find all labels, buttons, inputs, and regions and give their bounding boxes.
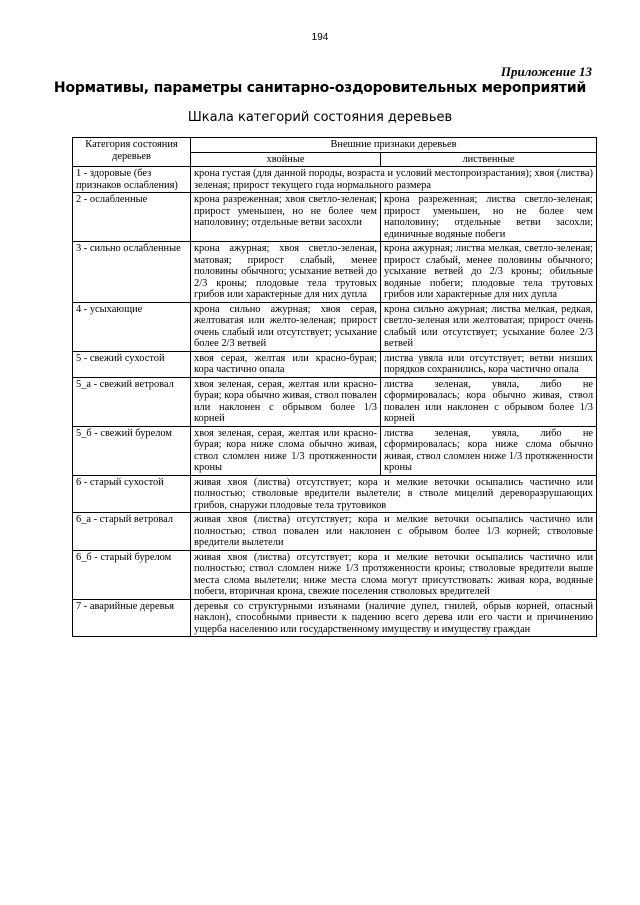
page-number: 194 bbox=[311, 32, 329, 43]
row-category: 6 - старый сухостой bbox=[73, 475, 191, 513]
row-deciduous: листва зеленая, увяла, либо не сформировалась; кора ниже слома обычно живая, ствол сломлен ниже 1/3 протяженности кроны bbox=[381, 426, 597, 475]
table-subtitle: Шкала категорий состояния деревьев bbox=[187, 110, 453, 125]
table-row bbox=[73, 351, 597, 377]
row-conifer: хвоя зеленая, серая, желтая или красно-бурая; кора ниже слома обычно живая, ствол сломлен ниже 1/3 протяженности кроны bbox=[191, 426, 381, 475]
row-description: живая хвоя (листва) отсутствует; кора и мелкие веточки осыпались частично или полностью; ствол сломлен ниже 1/3 протяженности кроны; стволовые вредители выше места слома вылетели; ниже места слома могут присутствовать: живая кора, водяные побеги, вторичная крона, свежие поселения стволовых вредителей bbox=[191, 550, 597, 599]
row-description: деревья со структурными изъянами (наличие дупел, гнилей, обрыв корней, опасный наклон), способными привести к падению всего дерева или его части и причинению ущерба населению или государственному имуществу и имуществу граждан bbox=[191, 599, 597, 637]
row-deciduous: крона разреженная; листва светло-зеленая; прирост уменьшен, но не более чем наполовину; отдельные ветви засохли; единичные водяные побеги bbox=[381, 193, 597, 242]
row-category: 6_а - старый ветровал bbox=[73, 513, 191, 551]
row-category: 2 - ослабленные bbox=[73, 193, 191, 242]
row-category: 1 - здоровые (без признаков ослабления) bbox=[73, 167, 191, 193]
row-deciduous: листва зеленая, увяла, либо не сформировалась; кора обычно живая, ствол повален или наклонен с обрывом более 1/3 корней bbox=[381, 377, 597, 426]
row-deciduous: крона сильно ажурная; листва мелкая, редкая, светло-зеленая или желтоватая; прирост очень слабый или отсутствует; усыхание более 2/3 ветвей bbox=[381, 302, 597, 351]
row-conifer: крона разреженная; хвоя светло-зеленая; прирост уменьшен, но не более чем наполовину; отдельные ветви засохли bbox=[191, 193, 381, 242]
page-title: Нормативы, параметры санитарно-оздоровительных мероприятий bbox=[53, 80, 587, 96]
table-row bbox=[73, 513, 597, 551]
row-description: живая хвоя (листва) отсутствует; кора и мелкие веточки осыпались частично или полностью; стволовые вредители вылетели; в стволе мицелий дереворазрушающих грибов, снаружи плодовые тела трутовиков bbox=[191, 475, 597, 513]
row-category: 5_а - свежий ветровал bbox=[73, 377, 191, 426]
row-category: 5_б - свежий бурелом bbox=[73, 426, 191, 475]
table-row bbox=[73, 302, 597, 351]
table-row bbox=[73, 167, 597, 193]
row-category: 6_б - старый бурелом bbox=[73, 550, 191, 599]
table-row bbox=[73, 193, 597, 242]
table-row bbox=[73, 475, 597, 513]
table-row bbox=[73, 550, 597, 599]
row-category: 7 - аварийные деревья bbox=[73, 599, 191, 637]
row-deciduous: листва увяла или отсутствует; ветви низших порядков сохранились, кора частично опала bbox=[381, 351, 597, 377]
appendix-label: Приложение 13 bbox=[500, 64, 592, 79]
table-row bbox=[73, 599, 597, 637]
table-body bbox=[73, 167, 597, 637]
row-conifer: крона ажурная; хвоя светло-зеленая, матовая; прирост слабый, менее половины обычного; усыхание ветвей до 2/3 кроны; плодовые тела трутовых грибов или характерные для них дупла bbox=[191, 242, 381, 303]
tree-condition-table bbox=[72, 137, 597, 637]
row-category: 5 - свежий сухостой bbox=[73, 351, 191, 377]
row-category: 4 - усыхающие bbox=[73, 302, 191, 351]
table-row bbox=[73, 426, 597, 475]
table-row bbox=[73, 377, 597, 426]
row-description: живая хвоя (листва) отсутствует; кора и мелкие веточки осыпались частично или полностью; ствол повален или наклонен с обрывом более 1/3 корней; стволовые вредители вылетели bbox=[191, 513, 597, 551]
row-conifer: крона сильно ажурная; хвоя серая, желтоватая или желто-зеленая; прирост очень слабый или отсутствует; усыхание более 2/3 ветвей bbox=[191, 302, 381, 351]
header-category: Категория состояния деревьев bbox=[73, 138, 191, 167]
row-conifer: хвоя серая, желтая или красно-бурая; кора частично опала bbox=[191, 351, 381, 377]
header-conifer: хвойные bbox=[191, 152, 381, 167]
header-external-signs: Внешние признаки деревьев bbox=[191, 138, 597, 153]
row-category: 3 - сильно ослабленные bbox=[73, 242, 191, 303]
row-conifer: хвоя зеленая, серая, желтая или красно-бурая; кора обычно живая, ствол повален или наклонен с обрывом более 1/3 корней bbox=[191, 377, 381, 426]
row-deciduous: крона ажурная; листва мелкая, светло-зеленая; прирост слабый, менее половины обычного; усыхание ветвей до 2/3 кроны; обильные водяные побеги; плодовые тела трутовых грибов или характерные для них дупла bbox=[381, 242, 597, 303]
table-row bbox=[73, 242, 597, 303]
row-description: крона густая (для данной породы, возраста и условий местопроизрастания); хвоя (листва) зеленая; прирост текущего года нормального размера bbox=[191, 167, 597, 193]
header-deciduous: лиственные bbox=[381, 152, 597, 167]
